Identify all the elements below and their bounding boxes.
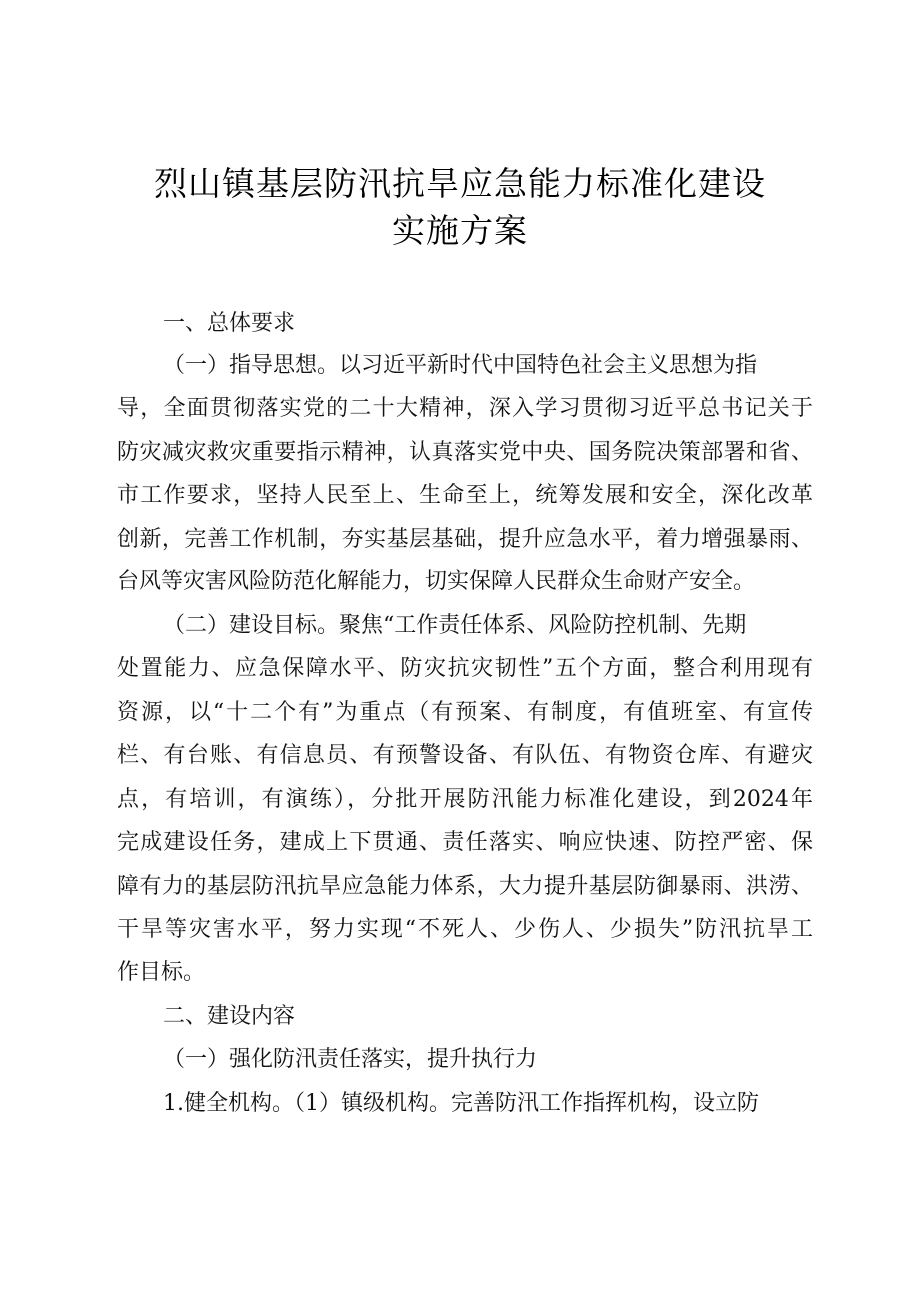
paragraph-line: 完成建设任务，建成上下贯通、责任落实、响应快速、防控严密、保 (117, 830, 813, 855)
paragraph-line: 创新，完善工作机制，夯实基层基础，提升应急水平，着力增强暴雨、 (117, 527, 813, 552)
section-heading-construction-content: 二、建设内容 (163, 1004, 296, 1029)
paragraph-line: 防灾减灾救灾重要指示精神，认真落实党中央、国务院决策部署和省、 (117, 440, 813, 465)
list-item-improve-organization: 1.健全机构。（1）镇级机构。完善防汛工作指挥机构，设立防 (163, 1091, 759, 1116)
document-title-line1: 烈山镇基层防汛抗旱应急能力标准化建设 (154, 164, 766, 203)
paragraph-line: 导，全面贯彻落实党的二十大精神，深入学习贯彻习近平总书记关于 (117, 396, 813, 421)
subsection-heading-responsibility: （一）强化防汛责任落实，提升执行力 (163, 1047, 538, 1072)
paragraph-line: 障有力的基层防汛抗旱应急能力体系，大力提升基层防御暴雨、洪涝、 (117, 874, 813, 899)
paragraph-line: 作目标。 (117, 960, 206, 985)
paragraph-line: （二）建设目标。聚焦“工作责任体系、风险防控机制、先期 (163, 613, 747, 638)
section-heading-overall-requirements: 一、总体要求 (163, 311, 296, 336)
paragraph-line: 资源，以“十二个有”为重点（有预案、有制度，有值班室、有宣传 (117, 700, 813, 725)
paragraph-line: 市工作要求，坚持人民至上、生命至上，统筹发展和安全，深化改革 (117, 483, 813, 508)
paragraph-line: 处置能力、应急保障水平、防灾抗灾韧性”五个方面，整合利用现有 (117, 656, 813, 681)
paragraph-line: 点，有培训，有演练），分批开展防汛能力标准化建设，到2024年 (117, 787, 813, 812)
paragraph-line: 栏、有台账、有信息员、有预警设备、有队伍、有物资仓库、有避灾 (117, 743, 813, 768)
paragraph-line: 台风等灾害风险防范化解能力，切实保障人民群众生命财产安全。 (117, 569, 756, 594)
paragraph-line: 干旱等灾害水平，努力实现“不死人、少伤人、少损失”防汛抗旱工 (117, 917, 813, 942)
document-title-line2: 实施方案 (392, 211, 528, 250)
paragraph-line: （一）指导思想。以习近平新时代中国特色社会主义思想为指 (163, 353, 758, 378)
